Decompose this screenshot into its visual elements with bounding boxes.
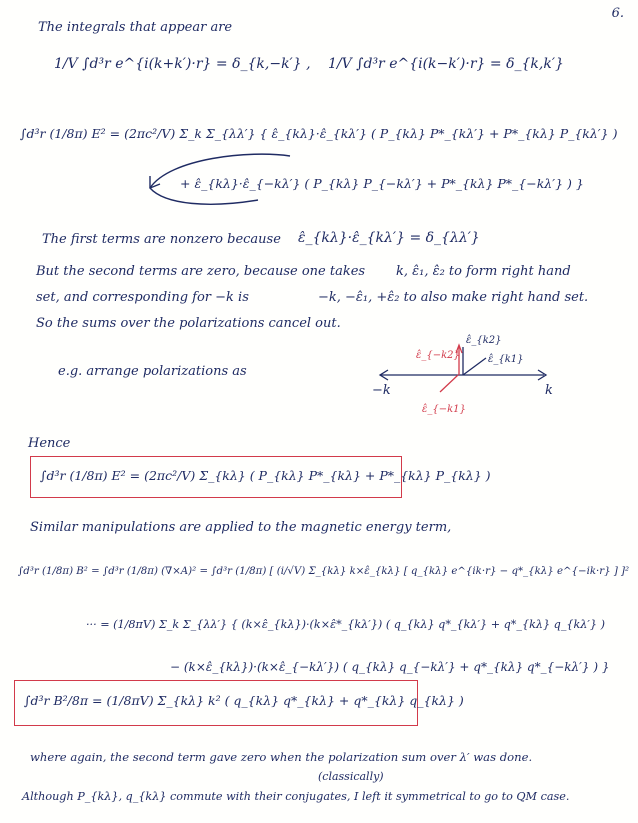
diagram-e-k2: ε̂_{k2} <box>466 335 502 346</box>
first-terms-eq: ε̂_{kλ}·ε̂_{kλ′} = δ_{λλ′} <box>298 230 480 246</box>
diagram-e-negk2: ε̂_{−k2} <box>416 350 460 361</box>
although-text: Although P_{kλ}, q_{kλ} commute with their conjugates, I left it symmetrical to go to QM case. <box>22 790 570 803</box>
electric-energy-line1: ∫d³r (1/8π) E² = (2πc²/V) Σ_k Σ_{λλ′} { ε̂_{kλ}·ε̂_{kλ′} ( P_{kλ} P*_{kλ′} + P*_{kλ} P_{kλ′} ) <box>20 126 618 141</box>
so-sums-text: So the sums over the polarizations cancel out. <box>36 316 341 331</box>
integral-delta-minus: 1/V ∫d³r e^{i(k+k′)·r} = δ_{k,−k′} , <box>54 56 311 72</box>
hence-text: Hence <box>28 436 71 451</box>
where-again-text: where again, the second term gave zero when the polarization sum over λ′ was done. <box>30 750 533 764</box>
similar-text: Similar manipulations are applied to the magnetic energy term, <box>30 520 452 535</box>
diagram-e-negk1: ε̂_{−k1} <box>422 404 466 415</box>
electric-energy-line2: + ε̂_{kλ}·ε̂_{−kλ′} ( P_{kλ} P_{−kλ′} + P*_{kλ} P*_{−kλ′} ) } <box>180 176 584 191</box>
second-terms-right: k, ε̂₁, ε̂₂ to form right hand <box>396 264 571 279</box>
integral-delta-plus: 1/V ∫d³r e^{i(k−k′)·r} = δ_{k,k′} <box>328 56 564 72</box>
diagram-neg-k-label: −k <box>372 383 391 398</box>
first-terms-text: The first terms are nonzero because <box>42 232 281 247</box>
classically-note: (classically) <box>318 770 384 783</box>
diagram-e-k1: ε̂_{k1} <box>488 354 524 365</box>
magnetic-line2: ··· = (1/8πV) Σ_k Σ_{λλ′} { (k×ε̂_{kλ})·(k×ε̂*_{kλ′}) ( q_{kλ} q*_{kλ′} + q*_{kλ} q_{kλ′} ) <box>86 618 605 631</box>
set-text: set, and corresponding for −k is <box>36 290 249 305</box>
diagram-k-label: k <box>545 383 553 398</box>
eg-text: e.g. arrange polarizations as <box>58 364 247 379</box>
set-text-right: −k, −ε̂₁, +ε̂₂ to also make right hand set. <box>318 290 589 305</box>
magnetic-line1: ∫d³r (1/8π) B² = ∫d³r (1/8π) (∇×A)² = ∫d³r (1/8π) [ (i/√V) Σ_{kλ} k×ε̂_{kλ} [ q_{kλ} e^{ik·r} − q*_{kλ} e^{−ik·r} ] ]² <box>18 566 630 577</box>
electric-result: ∫d³r (1/8π) E² = (2πc²/V) Σ_{kλ} ( P_{kλ} P*_{kλ} + P*_{kλ} P_{kλ} ) <box>40 468 491 483</box>
magnetic-result: ∫d³r B²/8π = (1/8πV) Σ_{kλ} k² ( q_{kλ} q*_{kλ} + q*_{kλ} q_{kλ} ) <box>24 693 464 708</box>
page-number: 6. <box>611 6 624 21</box>
second-terms-text: But the second terms are zero, because one takes <box>36 264 366 279</box>
intro-text: The integrals that appear are <box>38 20 233 35</box>
magnetic-line3: − (k×ε̂_{kλ})·(k×ε̂_{−kλ′}) ( q_{kλ} q_{−kλ′} + q*_{kλ} q*_{−kλ′} ) } <box>170 660 610 674</box>
